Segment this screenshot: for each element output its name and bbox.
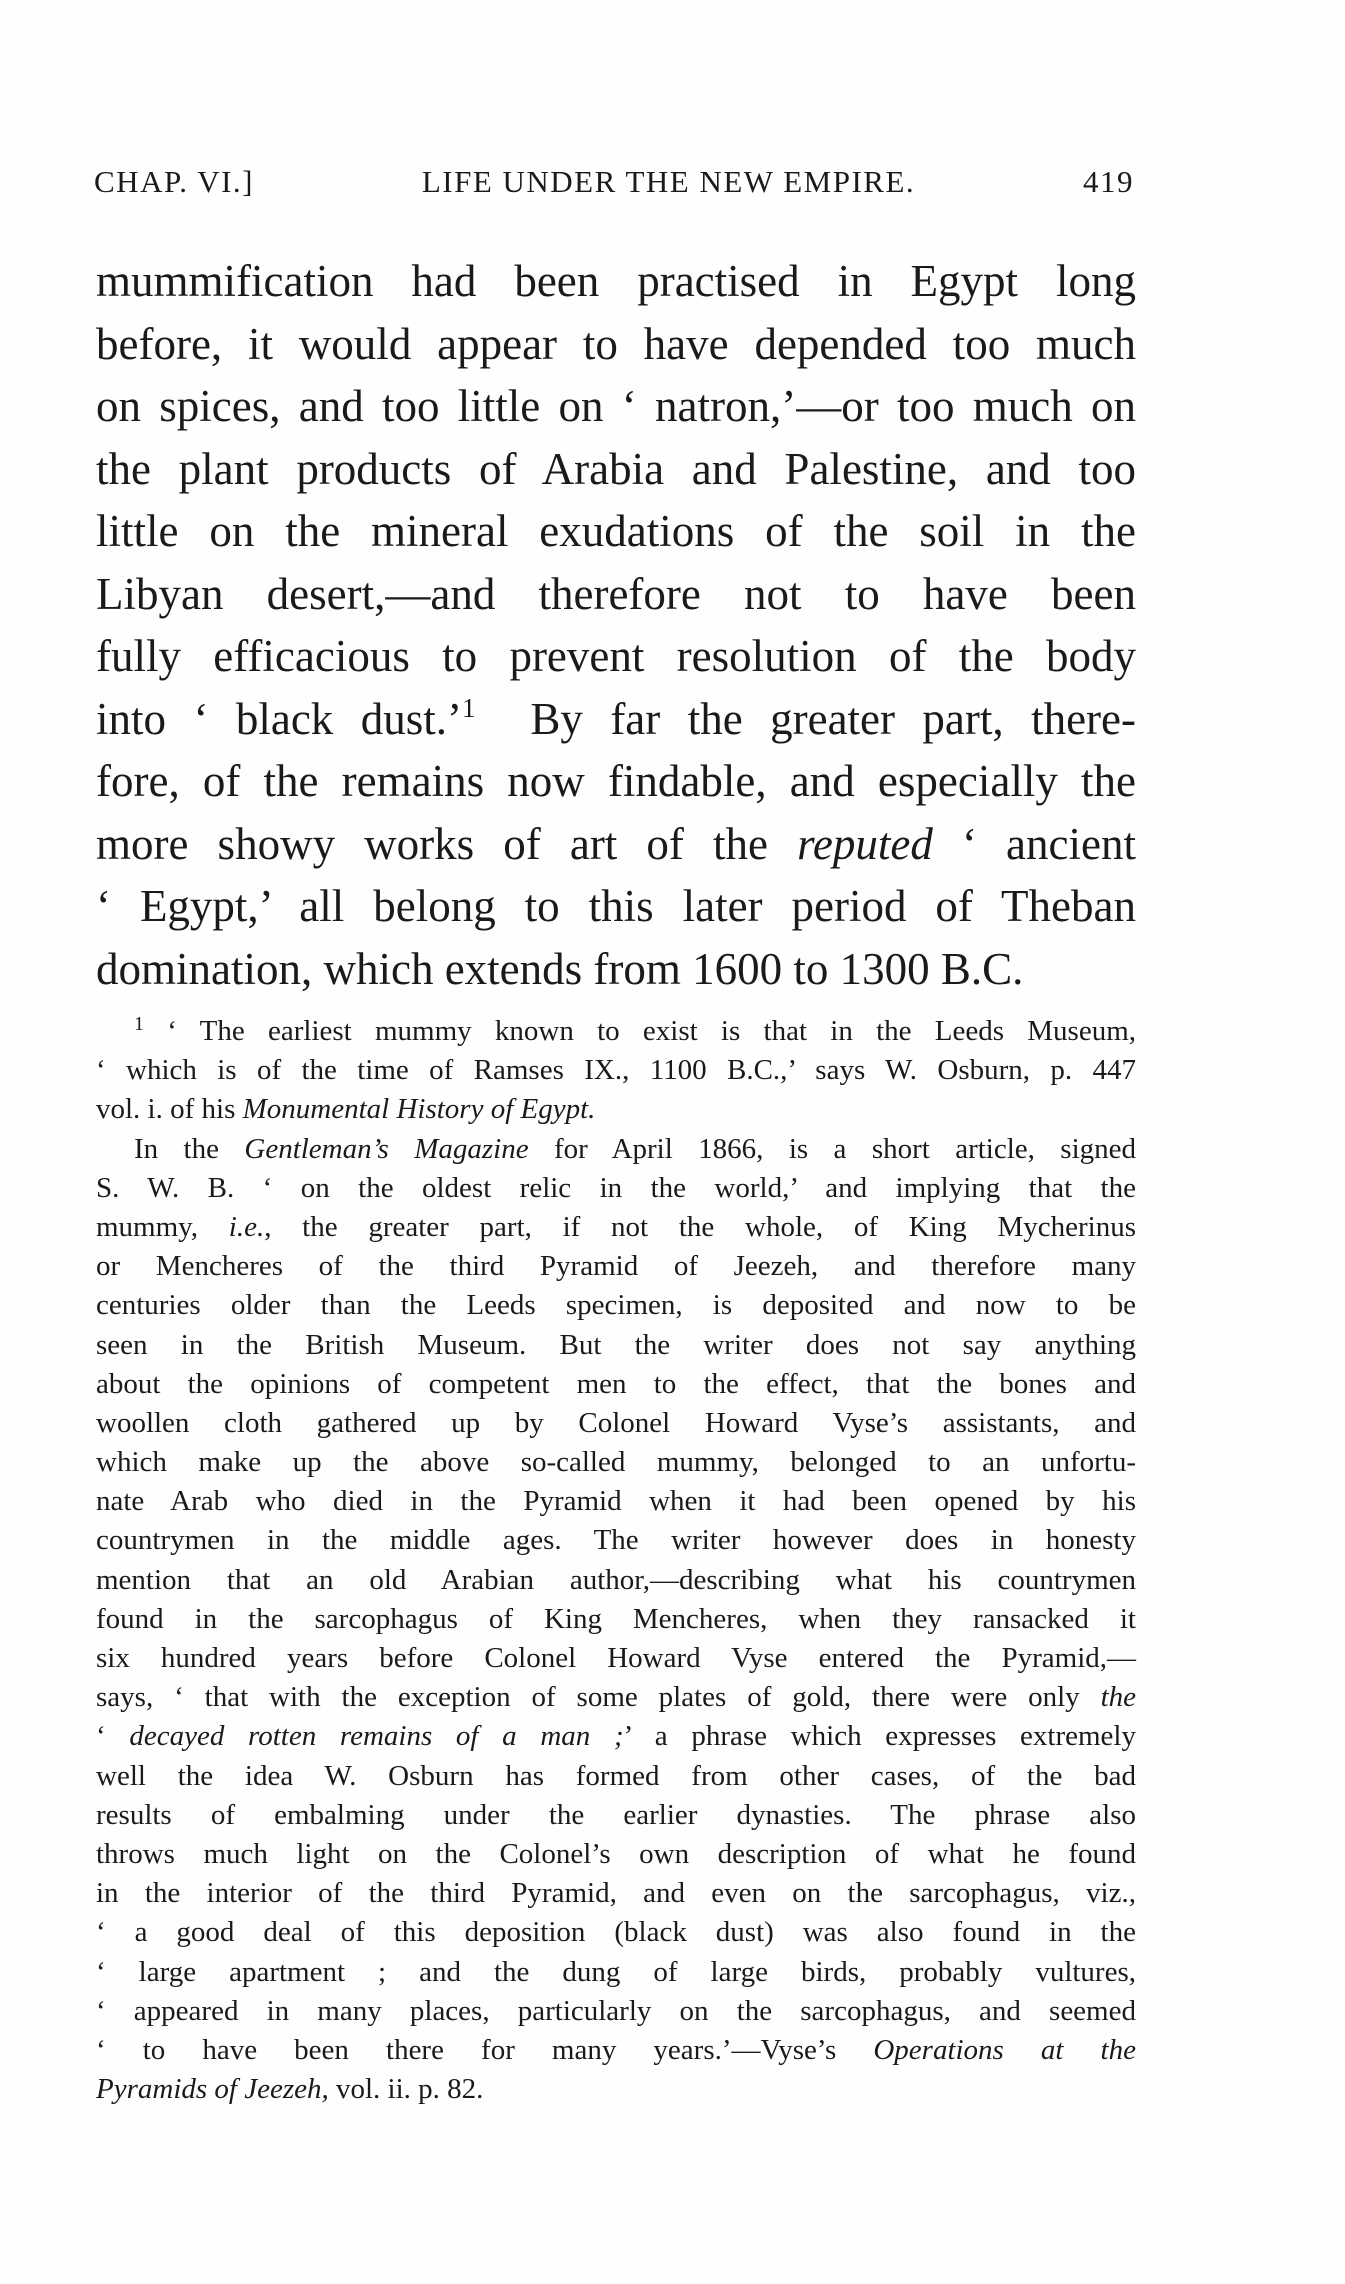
italic-word: reputed: [797, 818, 933, 869]
footnote-line: [96, 1717, 1136, 1756]
text-segment: into ‘ black dust.’: [96, 693, 462, 744]
text-segment: ’ a phrase which expresses extremely: [623, 1720, 1136, 1753]
text-segment: ‘ which is of the time of Ramses: [96, 1054, 585, 1087]
footnote-line: seen in the British Museum. But the writer does not say anything: [96, 1328, 1136, 1361]
roman-numeral: IX.: [584, 1054, 623, 1087]
text-line: [96, 813, 1136, 876]
text-segment: ‘: [96, 1720, 130, 1753]
footnote-line: nate Arab who died in the Pyramid when it had been opened by his: [96, 1485, 1136, 1518]
italic-title: Operations at the: [873, 2033, 1136, 2066]
text-segment: domination, which extends from 1600 to 1300: [96, 943, 941, 994]
text-line: the plant products of Arabia and Palestine, and too: [96, 443, 1136, 494]
text-segment: , 1100: [622, 1054, 727, 1087]
text-segment: ‘ ancient: [932, 818, 1136, 869]
footnote-line: ‘ appeared in many places, particularly on the sarcophagus, and seemed: [96, 1994, 1136, 2027]
footnote-line: which make up the above so-called mummy, belonged to an unfortu-: [96, 1446, 1136, 1479]
main-text: [96, 250, 1136, 1000]
footnote-line: [96, 2070, 1136, 2109]
chapter-label: CHAP. VI.]: [94, 164, 254, 199]
text-segment: In the: [134, 1132, 245, 1165]
text-line: fore, of the remains now findable, and especially the: [96, 756, 1136, 806]
footnote-line: or Mencheres of the third Pyramid of Jeezeh, and therefore many: [96, 1250, 1136, 1283]
footnote-line: woollen cloth gathered up by Colonel Howard Vyse’s assistants, and: [96, 1406, 1136, 1439]
text-line: fully efficacious to prevent resolution of the body: [96, 631, 1136, 681]
text-segment: for April 1866, is a short article, signed: [528, 1132, 1136, 1165]
footnote-line: ‘ a good deal of this deposition (black dust) was also found in the: [96, 1916, 1136, 1949]
footnote-line: [96, 1130, 1136, 1169]
text-segment: ,’ says W. Osburn, p. 447: [780, 1054, 1136, 1087]
text-segment: ‘ The earliest mummy known to exist is that in the Leeds Museum,: [144, 1015, 1136, 1047]
footnote-line: [96, 1208, 1136, 1247]
footnote-number: 1: [134, 1013, 144, 1035]
running-title: LIFE UNDER THE NEW EMPIRE.: [421, 164, 916, 199]
text-segment: more showy works of art of the: [96, 818, 798, 869]
running-header: [94, 164, 1134, 210]
footnote-line: about the opinions of competent men to the effect, that the bones and: [96, 1367, 1136, 1400]
text-segment: By far the greater part, there-: [530, 693, 1136, 744]
footnote-line: centuries older than the Leeds specimen, is deposited and now to be: [96, 1289, 1136, 1322]
footnote-line: in the interior of the third Pyramid, and even on the sarcophagus, viz.,: [96, 1877, 1136, 1910]
text-line: before, it would appear to have depended too much: [96, 318, 1136, 369]
footnote-line: results of embalming under the earlier dynasties. The phrase also: [96, 1798, 1136, 1831]
footnote-line: countrymen in the middle ages. The writer however does in honesty: [96, 1524, 1136, 1557]
footnote-line: [96, 1051, 1136, 1090]
footnote-reference: 1: [462, 692, 476, 723]
footnote-line: [96, 2031, 1136, 2070]
text-line: little on the mineral exudations of the soil in the: [96, 506, 1136, 556]
footnote-line: [96, 1678, 1136, 1717]
text-line: [96, 688, 1136, 751]
italic-title: Gentleman’s Magazine: [244, 1132, 529, 1165]
era-abbreviation: B.C.: [726, 1054, 781, 1087]
text-segment: mummy,: [96, 1210, 229, 1243]
era-abbreviation: B.C.: [940, 943, 1024, 994]
footnote-line: mention that an old Arabian author,—describing what his countrymen: [96, 1563, 1136, 1596]
text-segment: vol. i. of his: [96, 1093, 243, 1126]
italic-abbreviation: i.e.: [228, 1210, 265, 1243]
footnote-line: ‘ large apartment ; and the dung of large birds, probably vultures,: [96, 1955, 1136, 1988]
footnote-line: [96, 1012, 1136, 1051]
text-line: [96, 938, 1136, 1001]
page-number: 419: [1083, 164, 1134, 199]
footnote-line: six hundred years before Colonel Howard Vyse entered the Pyramid,—: [96, 1642, 1136, 1674]
footnote-line: well the idea W. Osburn has formed from other cases, of the bad: [96, 1759, 1136, 1792]
italic-quote: decayed rotten remains of a man ;: [129, 1720, 624, 1753]
italic-word: the: [1100, 1681, 1136, 1714]
text-line: on spices, and too little on ‘ natron,’—or too much on: [96, 381, 1136, 431]
footnote-line: S. W. B. ‘ on the oldest relic in the world,’ and implying that the: [96, 1171, 1136, 1204]
footnote-line: found in the sarcophagus of King Mencheres, when they ransacked it: [96, 1602, 1136, 1635]
text-line: mummification had been practised in Egypt long: [96, 256, 1136, 306]
text-segment: says, ‘ that with the exception of some plates of gold, there were only: [96, 1681, 1101, 1714]
italic-title: Monumental History of Egypt.: [242, 1093, 596, 1126]
text-line: ‘ Egypt,’ all belong to this later period of Theban: [96, 881, 1136, 931]
text-segment: , the greater part, if not the whole, of King Mycherinus: [264, 1210, 1136, 1243]
text-line: Libyan desert,—and therefore not to have been: [96, 568, 1136, 619]
footnote-block: [96, 1012, 1136, 2109]
text-segment: vol. ii. p. 82.: [328, 2073, 484, 2106]
text-segment: ‘ to have been there for many years.’—Vyse’s: [96, 2033, 874, 2066]
footnote-line: throws much light on the Colonel’s own description of what he found: [96, 1837, 1136, 1870]
footnote-line: [96, 1090, 1136, 1129]
italic-title: Pyramids of Jeezeh,: [96, 2073, 329, 2106]
